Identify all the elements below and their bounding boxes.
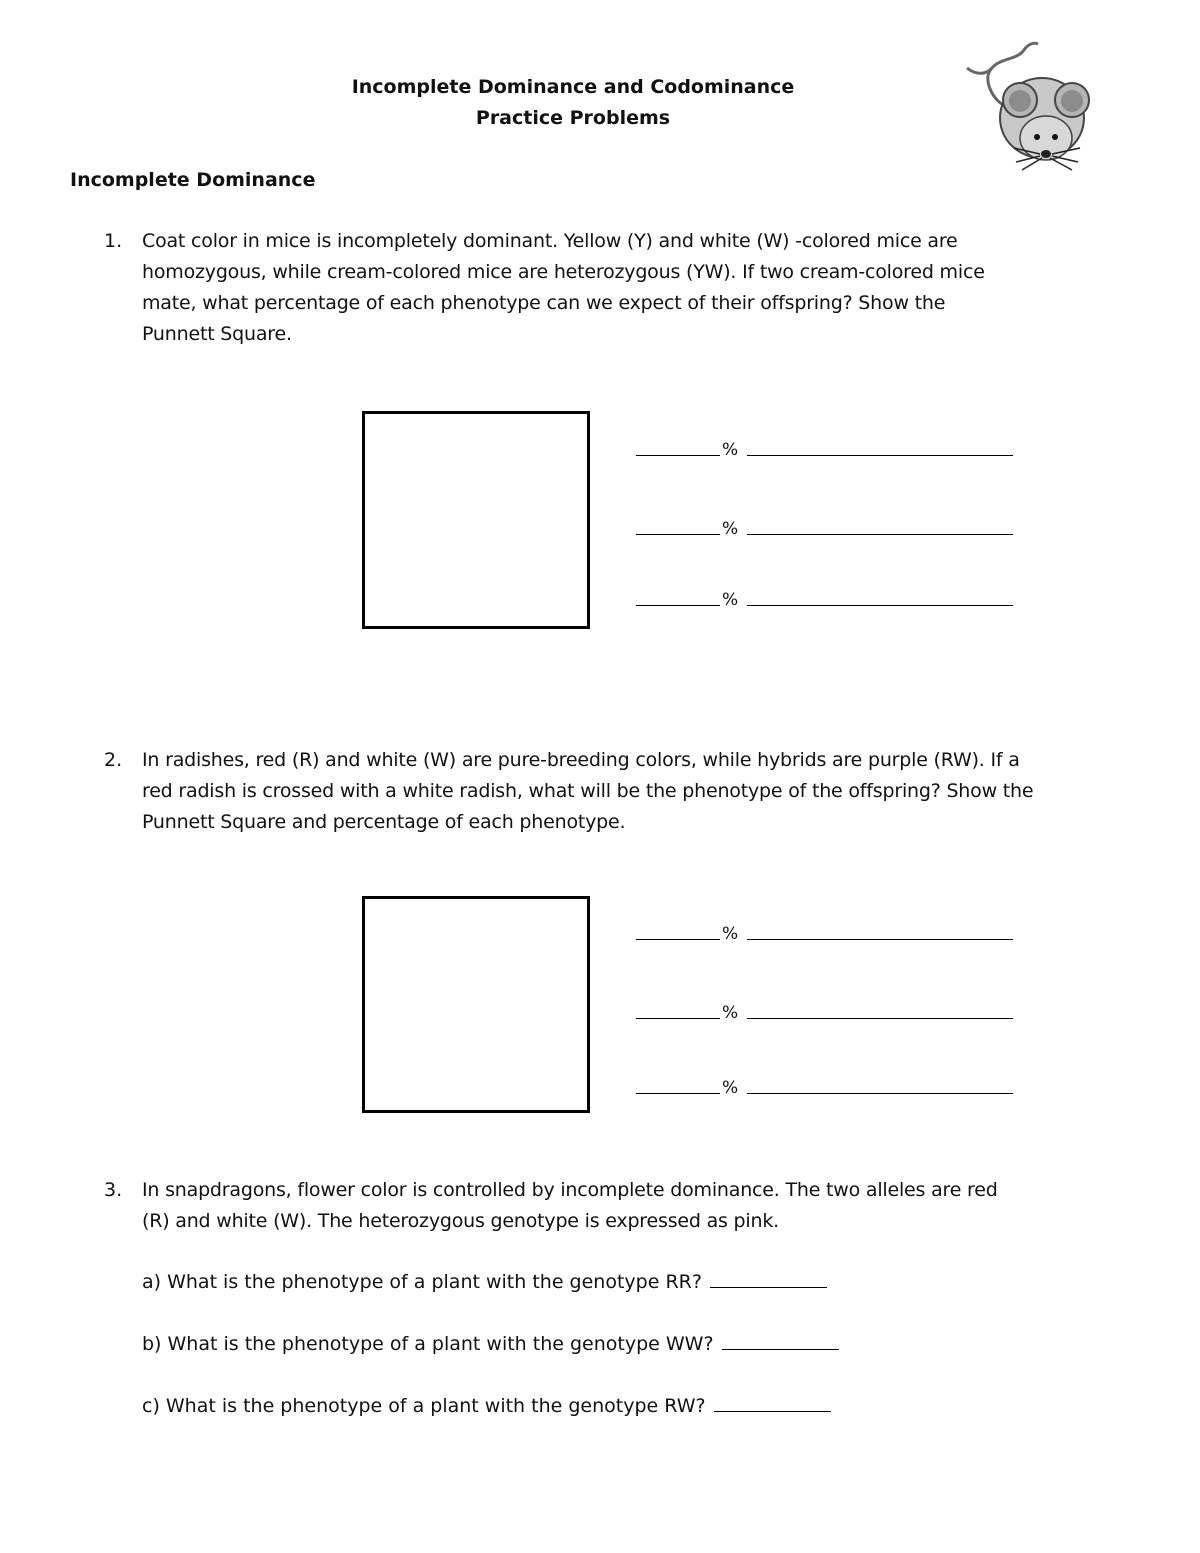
question-1-line: Coat color in mice is incompletely dominant. Yellow (Y) and white (W) -colored mice are <box>142 230 958 252</box>
subquestion-c-text: c) What is the phenotype of a plant with the genotype RW? <box>142 1395 706 1417</box>
question-2-line: Punnett Square and percentage of each phenotype. <box>142 811 626 833</box>
question-3-line: (R) and white (W). The heterozygous genotype is expressed as pink. <box>142 1210 779 1232</box>
subquestion-a <box>142 1268 827 1296</box>
percent-blank[interactable] <box>636 533 720 535</box>
page-subtitle: Practice Problems <box>475 107 671 129</box>
phenotype-blank[interactable] <box>747 1092 1013 1094</box>
percent-blank[interactable] <box>636 1017 720 1019</box>
question-1-line: mate, what percentage of each phenotype can we expect of their offspring? Show the <box>142 292 946 314</box>
answer-line[interactable] <box>636 511 1016 539</box>
answer-blank[interactable] <box>710 1269 827 1288</box>
percent-blank[interactable] <box>636 454 720 456</box>
answer-line[interactable] <box>636 1070 1016 1098</box>
percent-blank[interactable] <box>636 1092 720 1094</box>
question-1-text <box>142 226 1132 350</box>
percent-sign: % <box>722 590 739 610</box>
question-1-line: homozygous, while cream-colored mice are heterozygous (YW). If two cream-colored mice <box>142 261 985 283</box>
subquestion-a-text: a) What is the phenotype of a plant with the genotype RR? <box>142 1271 702 1293</box>
answer-line[interactable] <box>636 916 1016 944</box>
phenotype-blank[interactable] <box>747 454 1013 456</box>
question-1-number: 1. <box>104 230 123 252</box>
question-3-text <box>142 1175 1132 1237</box>
page-title: Incomplete Dominance and Codominance <box>351 76 795 98</box>
question-3-line: In snapdragons, flower color is controlled by incomplete dominance. The two alleles are red <box>142 1179 998 1201</box>
percent-sign: % <box>722 1078 739 1098</box>
answer-blank[interactable] <box>722 1331 839 1350</box>
punnett-square-2[interactable] <box>362 896 590 1113</box>
answer-blank[interactable] <box>714 1393 831 1412</box>
phenotype-blank[interactable] <box>747 1017 1013 1019</box>
question-2-line: red radish is crossed with a white radish, what will be the phenotype of the offspring? Show the <box>142 780 1034 802</box>
percent-sign: % <box>722 440 739 460</box>
question-2-number: 2. <box>104 749 123 771</box>
punnett-square-1[interactable] <box>362 411 590 629</box>
phenotype-blank[interactable] <box>747 533 1013 535</box>
question-3-number: 3. <box>104 1179 123 1201</box>
section-heading: Incomplete Dominance <box>70 169 316 191</box>
question-1-line: Punnett Square. <box>142 323 292 345</box>
percent-blank[interactable] <box>636 938 720 940</box>
answer-line[interactable] <box>636 995 1016 1023</box>
question-2-line: In radishes, red (R) and white (W) are pure-breeding colors, while hybrids are purple (RW). If a <box>142 749 1020 771</box>
answer-line[interactable] <box>636 582 1016 610</box>
question-2-text <box>142 745 1132 838</box>
answer-line[interactable] <box>636 432 1016 460</box>
subquestion-c <box>142 1392 831 1420</box>
percent-sign: % <box>722 519 739 539</box>
phenotype-blank[interactable] <box>747 938 1013 940</box>
subquestion-b <box>142 1330 839 1358</box>
percent-sign: % <box>722 1003 739 1023</box>
mouse-illustration <box>962 38 1112 174</box>
percent-blank[interactable] <box>636 604 720 606</box>
percent-sign: % <box>722 924 739 944</box>
phenotype-blank[interactable] <box>747 604 1013 606</box>
subquestion-b-text: b) What is the phenotype of a plant with the genotype WW? <box>142 1333 714 1355</box>
